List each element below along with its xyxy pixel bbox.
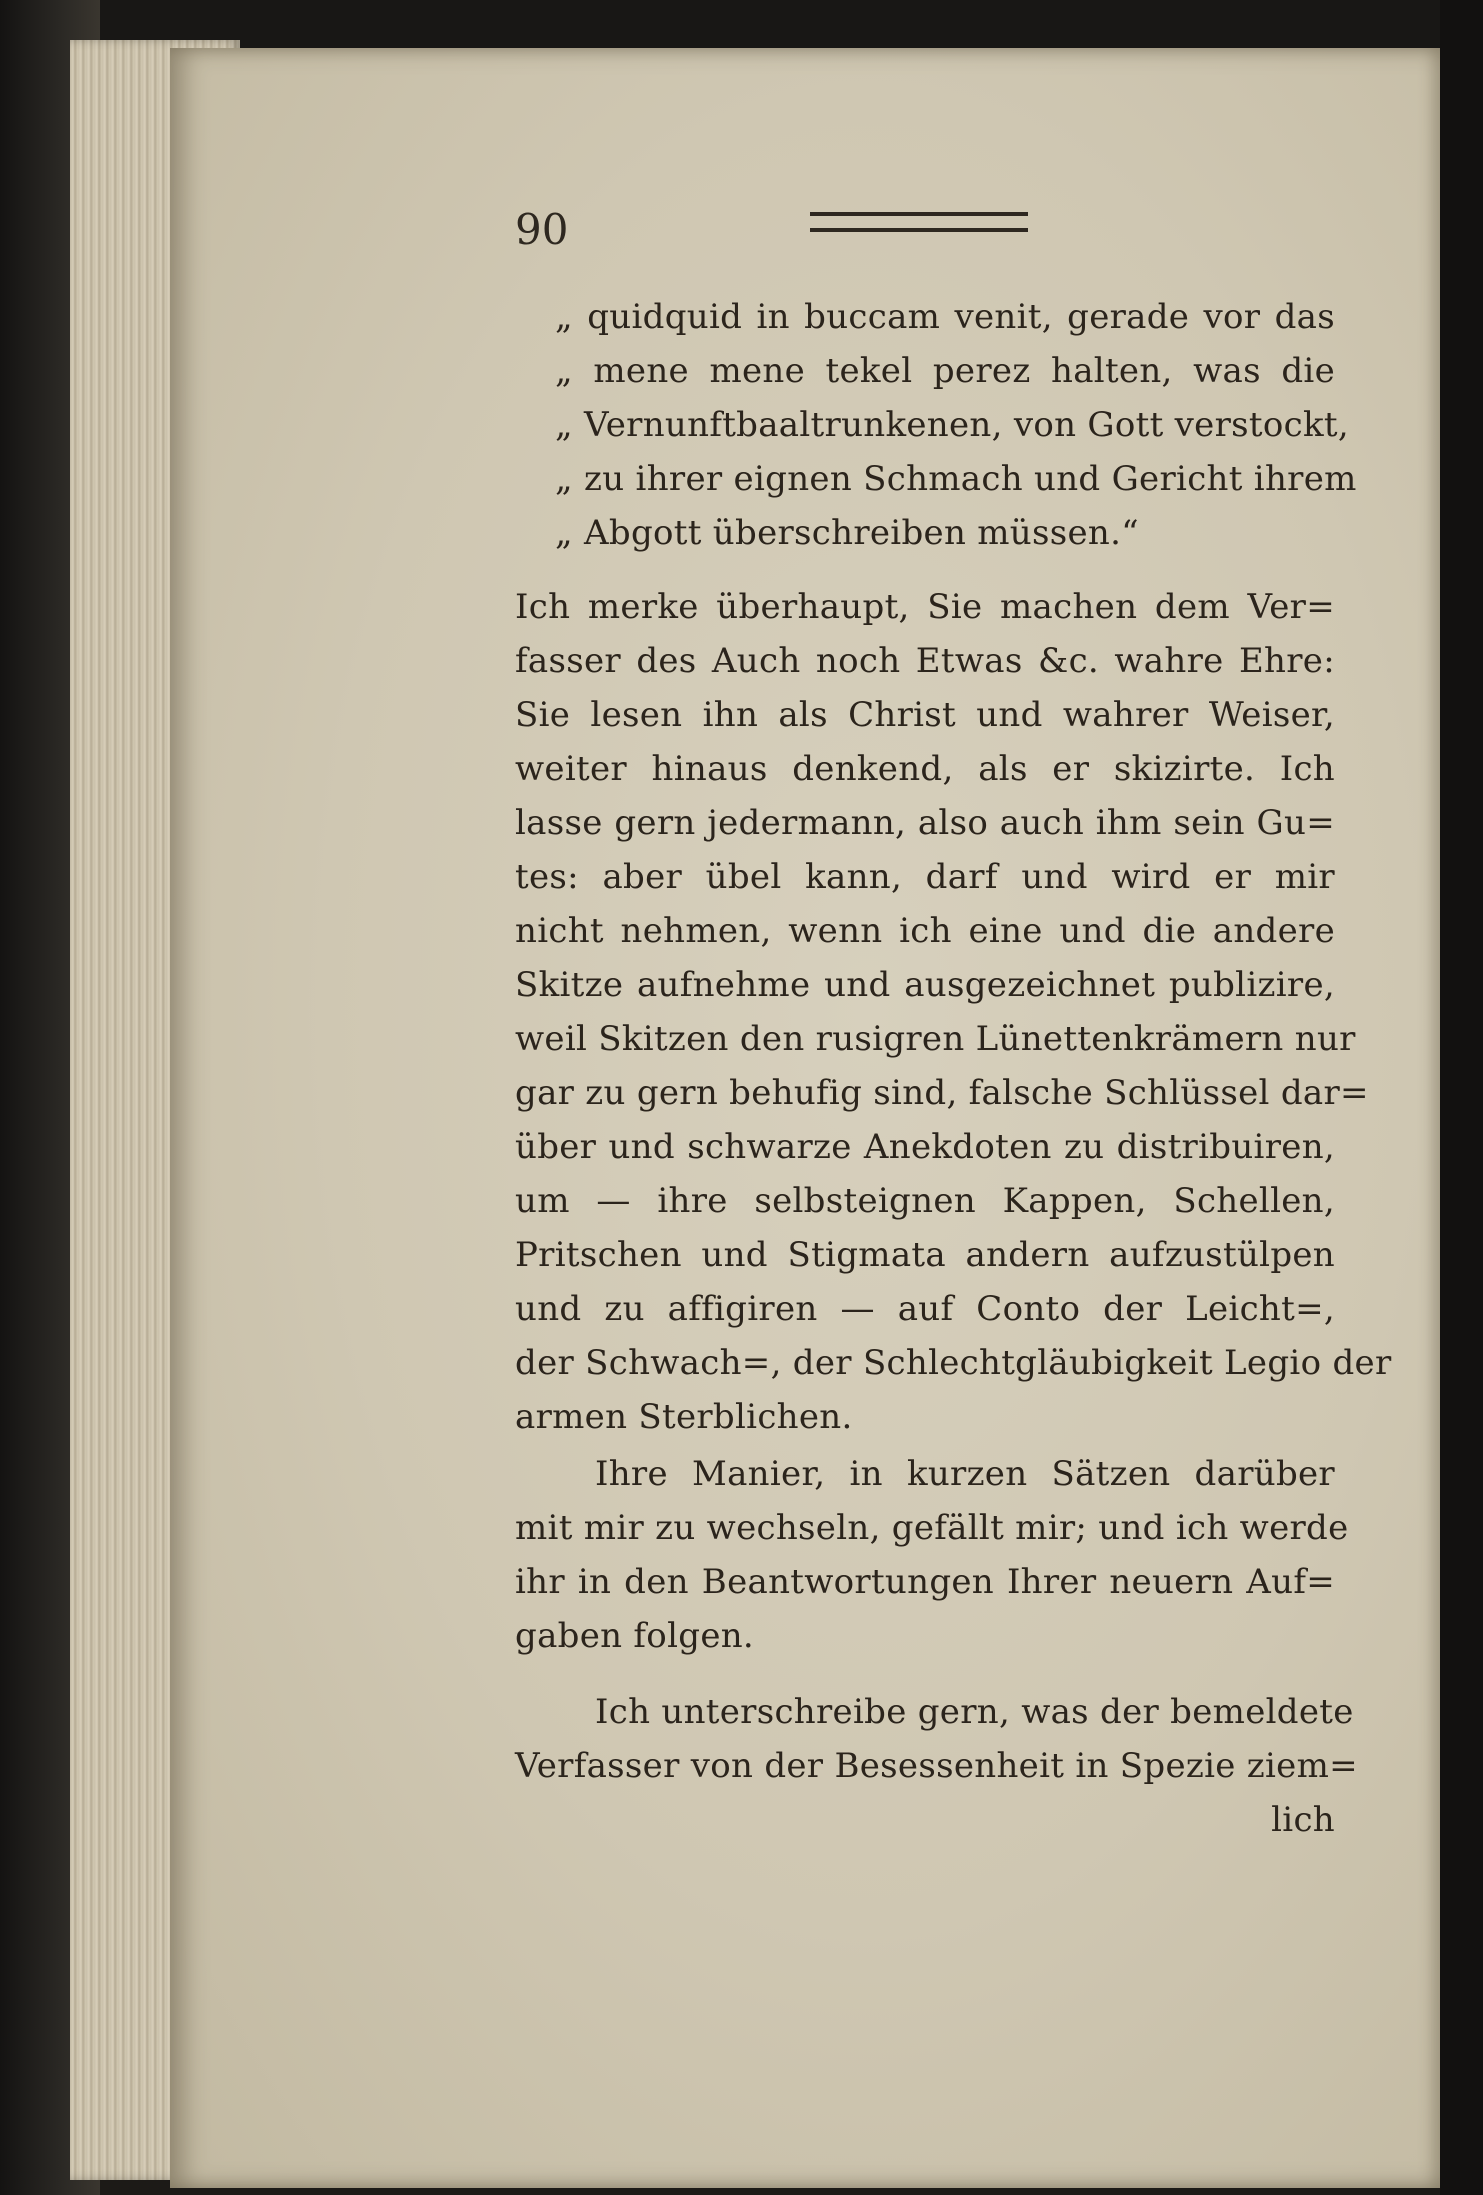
text-line: über und schwarze Anekdoten zu distribuiren, (515, 1127, 1335, 1167)
text-line: Ihre Manier, in kurzen Sätzen darüber (595, 1454, 1335, 1494)
quote-line: „ quidquid in buccam venit, gerade vor das (555, 297, 1335, 337)
quote-line: „ Abgott überschreiben müssen.“ (555, 513, 1139, 553)
text-line: weil Skitzen den rusigren Lünettenkrämern nur (515, 1019, 1356, 1059)
quote-line: „ Vernunftbaaltrunkenen, von Gott verstockt, (555, 405, 1349, 445)
text-line: Ich unterschreibe gern, was der bemeldete (595, 1692, 1354, 1732)
text-line: weiter hinaus denkend, als er skizirte. Ich (515, 749, 1335, 789)
text-line: um — ihre selbsteignen Kappen, Schellen, (515, 1181, 1335, 1221)
quote-block (515, 290, 1357, 560)
paragraph-3 (515, 1685, 1358, 1847)
quote-line: „ zu ihrer eignen Schmach und Gericht ihrem (555, 459, 1357, 499)
header-double-rule (810, 212, 1028, 232)
text-line: armen Sterblichen. (515, 1397, 853, 1437)
catchword: lich (1271, 1800, 1335, 1840)
text-line: tes: aber übel kann, darf und wird er mir (515, 857, 1335, 897)
text-line: Sie lesen ihn als Christ und wahrer Weiser, (515, 695, 1335, 735)
quote-line: „ mene mene tekel perez halten, was die (555, 351, 1335, 391)
text-line: Pritschen und Stigmata andern aufzustülpen (515, 1235, 1335, 1275)
text-line: nicht nehmen, wenn ich eine und die andere (515, 911, 1335, 951)
text-line: der Schwach=, der Schlechtgläubigkeit Legio der (515, 1343, 1392, 1383)
paragraph-1 (515, 580, 1392, 1444)
text-line: gar zu gern behufig sind, falsche Schlüssel dar= (515, 1073, 1369, 1113)
text-line: Ich merke überhaupt, Sie machen dem Ver= (515, 587, 1335, 627)
text-line: Skitze aufnehme und ausgezeichnet publizire, (515, 965, 1335, 1005)
text-line: mit mir zu wechseln, gefällt mir; und ich werde (515, 1508, 1349, 1548)
text-line: fasser des Auch noch Etwas &c. wahre Ehre: (515, 641, 1335, 681)
text-line: und zu affigiren — auf Conto der Leicht=, (515, 1289, 1335, 1329)
page-number: 90 (515, 205, 569, 254)
paragraph-2 (515, 1447, 1349, 1663)
text-line: gaben folgen. (515, 1616, 755, 1656)
text-line: Verfasser von der Besessenheit in Spezie ziem= (515, 1746, 1358, 1786)
text-line: lasse gern jedermann, also auch ihm sein Gu= (515, 803, 1335, 843)
text-line: ihr in den Beantwortungen Ihrer neuern Auf= (515, 1562, 1335, 1602)
scan-right-background (1440, 0, 1483, 2195)
